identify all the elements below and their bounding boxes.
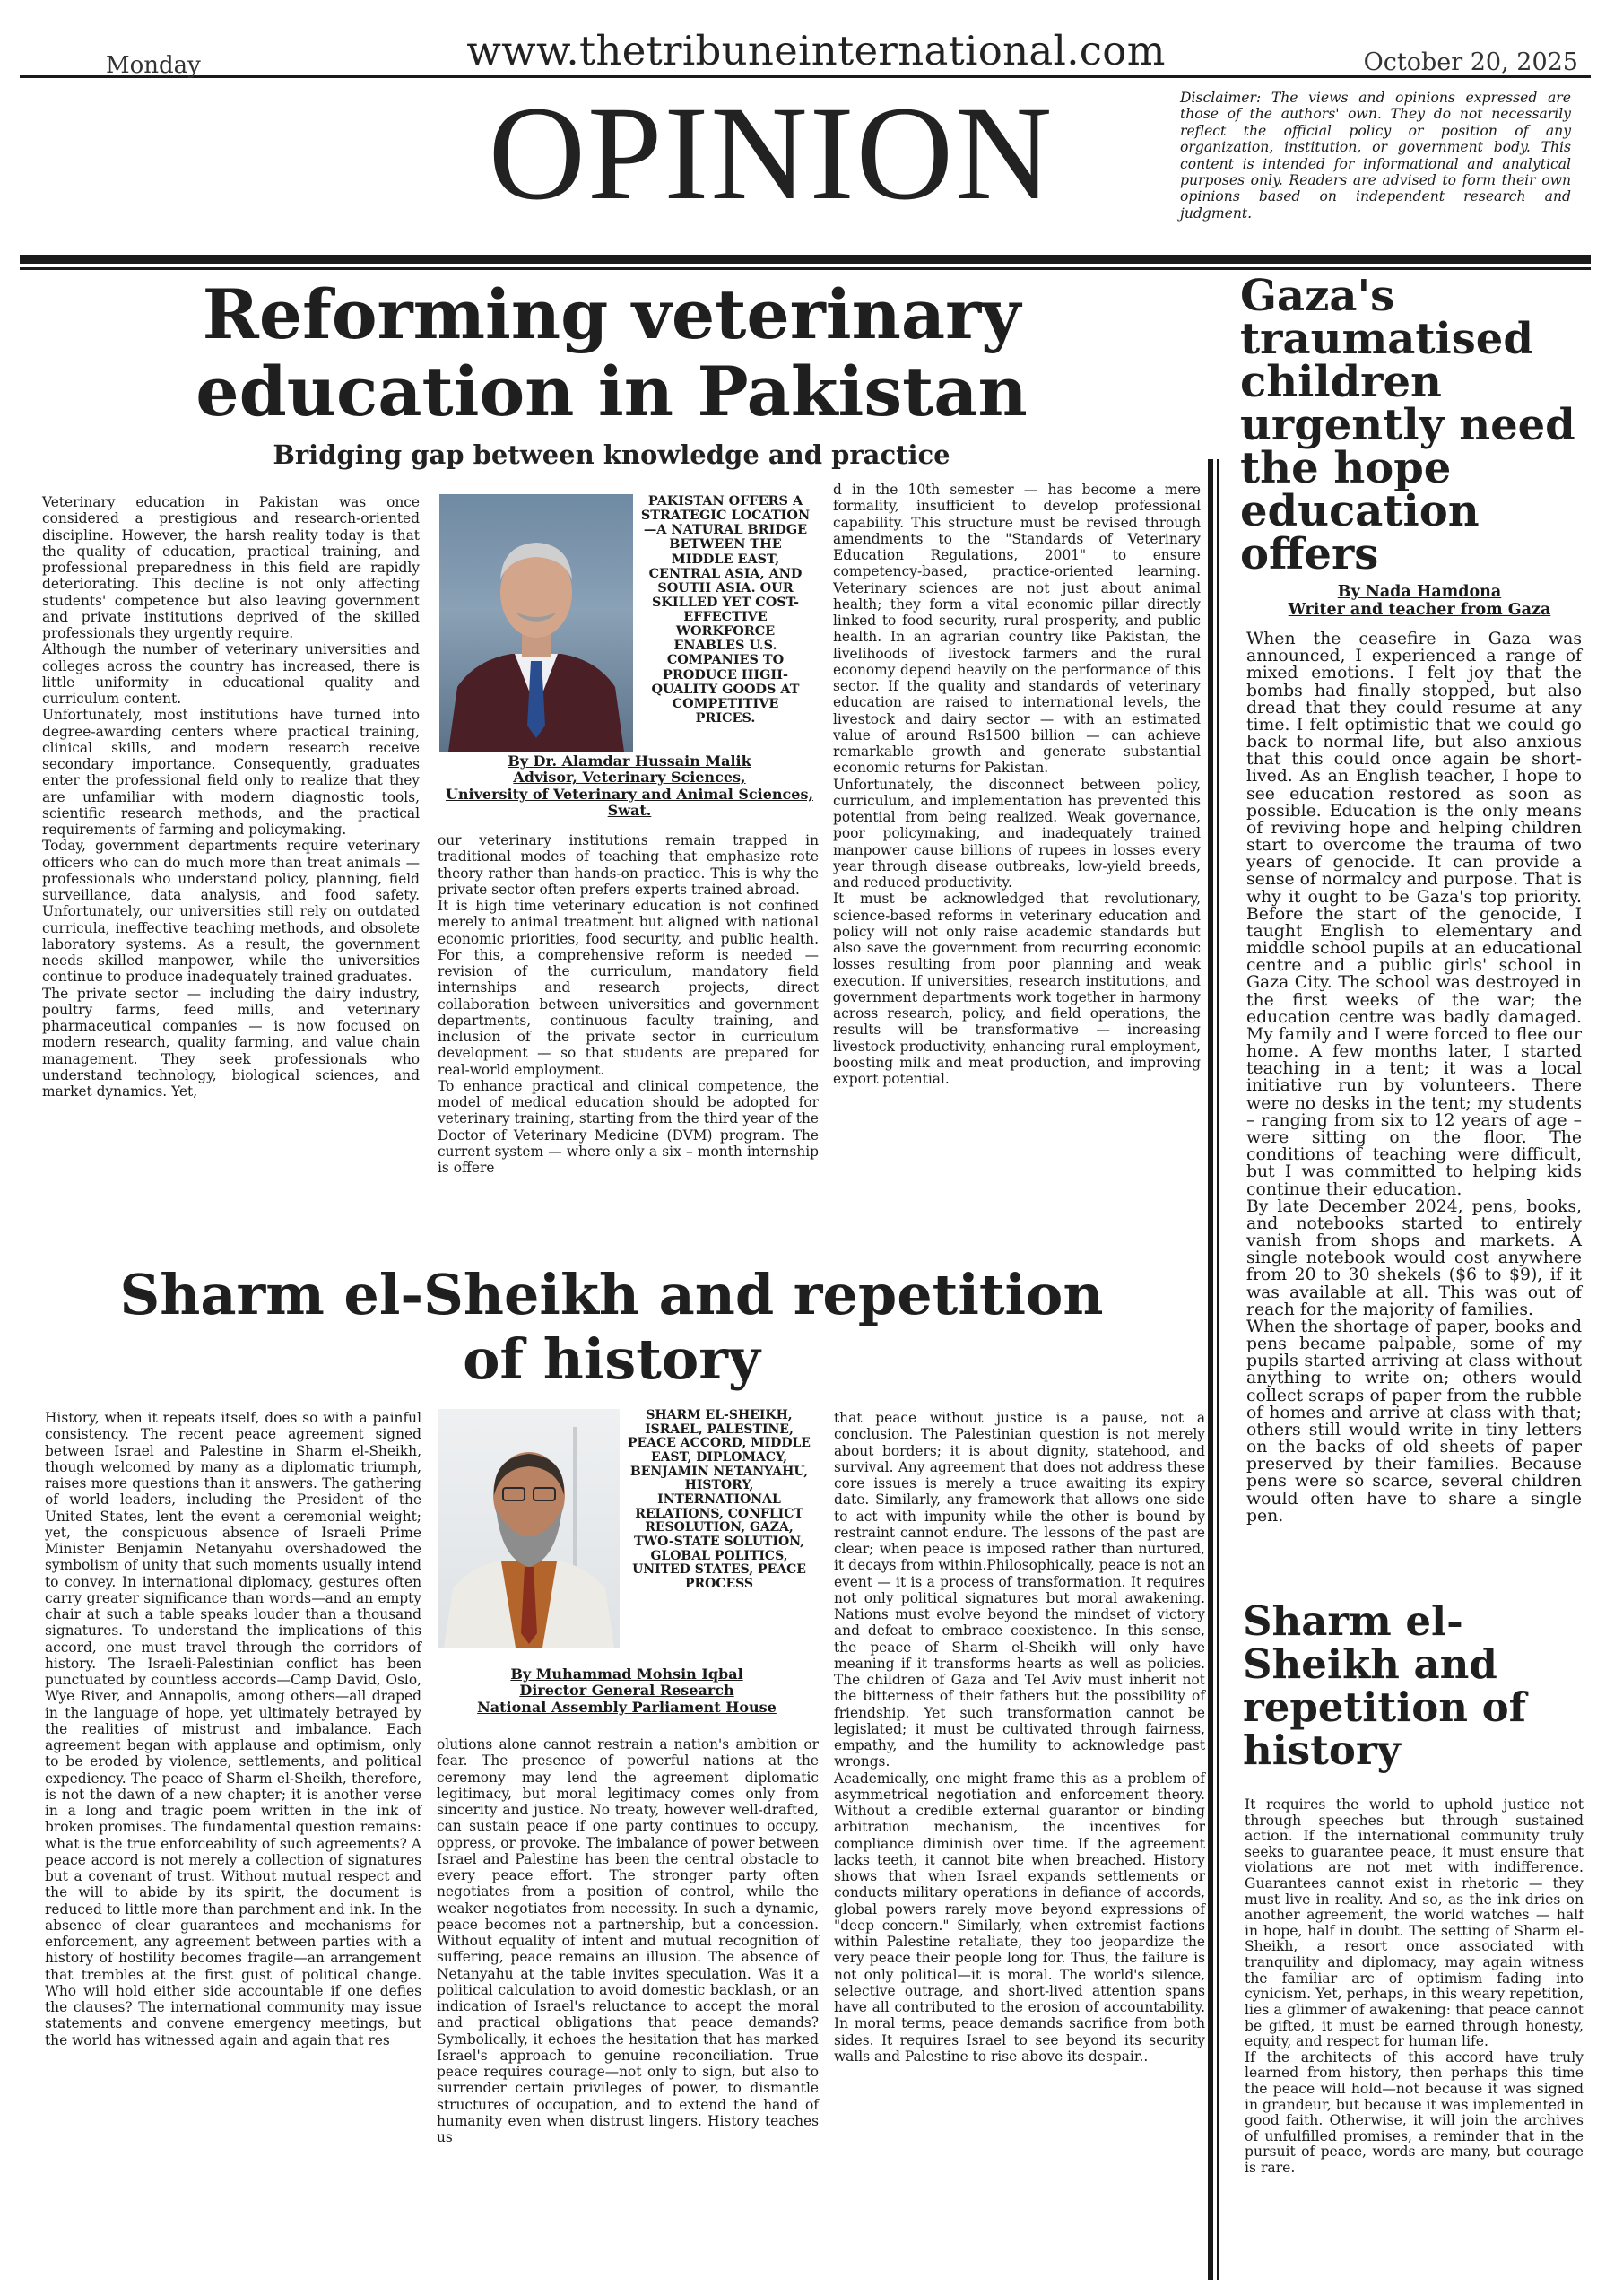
paragraph: Academically, one might frame this as a problem of asymmetrical negotiation and enforcement theory. Without a credible external guarantor or binding arbitration mechanism, the incentives for compliance diminish over time. If the agreement lacks teeth, it cannot bite when breached. History shows that when Israel expands settlements or conducts military operations in defiance of accords, global powers rarely move beyond expressions of "deep concern." Similarly, when extremist factions within Palestine retaliate, they too jeopardize the very peace their people long for. Thus, the failure is not only political—it is moral. The world's silence, selective outrage, and short-lived attention spans have all contributed to the erosion of accountability. In moral terms, peace demands sacrifice from both sides. It requires Israel to see beyond its security walls and Palestine to rise above its despair.. <box>834 1770 1205 2065</box>
paragraph: that peace without justice is a pause, not a conclusion. The Palestinian question is not merely about borders; it is about dignity, statehood, and survival. Any agreement that does not address these core issues is merely a truce awaiting its expiry date. Similarly, any framework that allows one side to act with impunity while the other is bound by restraint cannot endure. The lessons of the past are clear; when peace is imposed rather than nurtured, it decays from within.Philosophically, peace is not an event — it is a process of transformation. It requires not only political signatures but moral awakening. Nations must evolve beyond the mindset of victory and defeat to embrace coexistence. In this sense, the peace of Sharm el-Sheikh will only have meaning if it transforms hearts as well as policies. The children of Gaza and Tel Aviv must inherit not the bitterness of their fathers but the possibility of friendship. Yet such transformation cannot be legislated; it must be cultivated through fairness, empathy, and the humility to acknowledge past wrongs. <box>834 1410 1205 1770</box>
paragraph: History, when it repeats itself, does so with a painful consistency. The recent peace agreement signed between Israel and Palestine in Sharm el-Sheikh, though welcomed by many as a diplomatic triumph, raises more questions than it answers. The gathering of world leaders, including the President of the United States, lent the event a ceremonial weight; yet, the conspicuous absence of Israeli Prime Minister Benjamin Netanyahu overshadowed the symbolism of unity that such moments usually intend to convey. In international diplomacy, gestures often carry greater significance than words—and an empty chair at such a table speaks louder than a thousand signatures. To understand the implications of this accord, one must travel through the corridors of history. The Israeli-Palestinian conflict has been punctuated by countless accords—Camp David, Oslo, Wye River, and Annapolis, among others—all draped in the language of hope, yet ultimately betrayed by the realities of mistrust and imbalance. Each agreement began with applause and optimism, only to be eroded by violence, settlements, and political expediency. The peace of Sharm el-Sheikh, therefore, is not the dawn of a new chapter; it is another verse in a long and tragic poem written in the ink of broken promises. The fundamental question remains: what is the true enforceability of such agreements? A peace accord is not merely a collection of signatures but a covenant of trust. Without mutual respect and the will to abide by its spirit, the document is reduced to little more than parchment and ink. In the absence of clear guarantees and mechanisms for enforcement, any agreement between parties with a history of hostility becomes fragile—an arrangement that trembles at the first gust of political change. Who will hold either side accountable if one defies the clauses? The international community may issue statements and convene emergency meetings, but the world has witnessed again and again that res <box>45 1410 421 2048</box>
author-name: By Nada Hamdona <box>1337 583 1502 601</box>
masthead-date: October 20, 2025 <box>1363 48 1578 76</box>
section-title: OPINION <box>488 79 1055 228</box>
article2-tags: SHARM EL-SHEIKH, ISRAEL, PALESTINE, PEACE ACCORD, MIDDLE EAST, DIPLOMACY, BENJAMIN NETANYAHU, HISTORY, INTERNATIONAL RELATIONS, CONFLICT RESOLUTION, GAZA, TWO-STATE SOLUTION, GLOBAL POLITICS, UNITED STATES, PEACE PROCESS <box>628 1408 811 1592</box>
sidebar-divider-thin <box>1217 459 1219 2280</box>
paragraph: d in the 10th semester — has become a mere formality, insufficient to develop professional capability. This structure must be revised through amendments to the "Standards of Veterinary Education Regulations, 2001" to ensure competency-based, practice-oriented learning. Veterinary sciences are not just about animal health; they form a vital economic pillar directly linked to food security, rural prosperity, and public health. In an agrarian country like Pakistan, the livelihoods of livestock farmers and the rural economy depend heavily on the performance of this sector. If the quality and standards of veterinary education are raised to international levels, the livestock and dairy sector — with an estimated value of around Rs1500 billion — can achieve remarkable growth and generate substantial economic returns for Pakistan. <box>833 482 1201 777</box>
article1-title-line1: Reforming veterinary <box>202 274 1021 354</box>
author-photo-malik <box>439 494 633 752</box>
author-name: By Dr. Alamdar Hussain Malik <box>508 752 751 770</box>
article1-column-1 <box>42 494 420 1100</box>
masthead-bottom-rule-thin <box>20 267 1591 270</box>
article1-column-3 <box>833 482 1201 1087</box>
author-name: By Muhammad Mohsin Iqbal <box>510 1665 743 1683</box>
author-affiliation: National Assembly Parliament House <box>477 1698 777 1716</box>
sidebar2-body <box>1245 1797 1584 2177</box>
author-affiliation: University of Veterinary and Animal Sciences, Swat. <box>445 785 814 820</box>
paragraph: Unfortunately, most institutions have turned into degree-awarding centers where practical training, clinical skills, and modern research receive secondary importance. Consequently, graduates enter the professional field only to realize that they are unfamiliar with modern diagnostic tools, scientific research methods, and the practical requirements of farming and policymaking. <box>42 707 420 838</box>
author-role: Advisor, Veterinary Sciences, <box>513 769 746 787</box>
article2-title-line2: of history <box>463 1326 760 1392</box>
sidebar1-title[interactable]: Gaza's traumatised children urgently need the hope education offers <box>1240 271 1575 579</box>
sidebar1-body <box>1246 631 1582 1525</box>
article1-title-line2: education in Pakistan <box>195 352 1028 431</box>
paragraph: olutions alone cannot restrain a nation's ambition or fear. The presence of powerful nations at the ceremony may lend the agreement diplomatic legitimacy, but moral legitimacy comes only from sincerity and justice. No treaty, however well-drafted, can sustain peace if one party continues to occupy, oppress, or provoke. The imbalance of power between Israel and Palestine has been the central obstacle to every peace effort. The stronger party often negotiates from a position of control, while the weaker negotiates from necessity. In such a dynamic, peace becomes not a partnership, but a concession. Without equality of intent and mutual recognition of suffering, peace remains an illusion. The absence of Netanyahu at the table invites speculation. Was it a political calculation to avoid domestic backlash, or an indication of Israel's reluctance to accept the moral and practical obligations that peace demands? Symbolically, it echoes the hesitation that has marked Israel's approach to genuine reconciliation. True peace requires courage—not only to sign, but also to surrender certain privileges of power, to dismantle structures of occupation, and to extend the hand of humanity even when distrust lingers. History teaches us <box>437 1736 819 2145</box>
paragraph: If the architects of this accord have truly learned from history, then perhaps this time the peace will hold—not because it was signed in grandeur, but because it was implemented in good faith. Otherwise, it will join the archives of unfulfilled promises, a reminder that in the pursuit of peace, words are many, but courage is rare. <box>1245 2048 1584 2177</box>
article2-column-3 <box>834 1410 1205 2065</box>
masthead-website[interactable]: www.thetribuneinternational.com <box>466 27 1166 74</box>
paragraph: Veterinary education in Pakistan was once considered a prestigious and research-oriented discipline. However, the harsh reality today is that the quality of education, practical training, and professional preparedness in this field are rapidly deteriorating. This decline is not only affecting students' competence but also leaving government and private institutions deprived of the skilled professionals they urgently require. <box>42 494 420 641</box>
article1-title[interactable] <box>20 276 1203 430</box>
paragraph: By late December 2024, pens, books, and notebooks started to entirely vanish from shops and markets. A single notebook would cost anywhere from 20 to 30 shekels ($6 to $9), if it was available at all. This was out of reach for the majority of families. <box>1246 1196 1582 1319</box>
article1-byline[interactable] <box>441 753 818 820</box>
masthead-day: Monday <box>106 52 201 79</box>
article2-title[interactable] <box>20 1263 1203 1392</box>
paragraph: Unfortunately, the disconnect between policy, curriculum, and implementation has prevented this potential from being realized. Weak governance, poor policymaking, and inadequately trained manpower cause billions of rupees in losses every year through disease outbreaks, low-yield breeds, and reduced productivity. <box>833 776 1201 891</box>
portrait-image <box>438 1409 620 1648</box>
sidebar-divider-thick <box>1208 459 1213 2280</box>
paragraph: our veterinary institutions remain trapped in traditional modes of teaching that emphasize rote theory rather than hands-on practice. This is why the private sector often prefers experts trained abroad. <box>438 832 819 898</box>
paragraph: It is high time veterinary education is not confined merely to animal treatment but aligned with national economic priorities, food security, and public health. For this, a comprehensive reform is needed — revision of the curriculum, mandatory field internships and research projects, direct collaboration between universities and government departments, continuous faculty training, and inclusion of the private sector in curriculum development — so that students are prepared for real-world employment. <box>438 898 819 1078</box>
paragraph: When the ceasefire in Gaza was announced, I experienced a range of mixed emotions. I felt joy that the bombs had finally stopped, but also dread that they could resume at any time. I felt optimistic that we could go back to normal life, but also anxious that this could once again be short-lived. As an English teacher, I hope to see education restored as soon as possible. Education is the only means of reviving hope and helping children start to overcome the trauma of two years of genocide. It can provide a sense of normalcy and purpose. That is why it ought to be Gaza's top priority. Before the start of the genocide, I taught English to elementary and middle school pupils at an educational centre and a public girls' school in Gaza City. The school was destroyed in the first weeks of the war; the education centre was badly damaged. My family and I were forced to flee our home. A few months later, I started teaching in a tent; it was a local initiative run by volunteers. There were no desks in the tent; my students – ranging from six to 12 years of age – were sitting on the floor. The conditions of teaching were difficult, but I was committed to helping kids continue their education. <box>1246 630 1582 1199</box>
article1-subtitle: Bridging gap between knowledge and practice <box>273 439 950 470</box>
sidebar2-title[interactable]: Sharm el-Sheikh and repetition of history <box>1243 1597 1526 1774</box>
article2-byline[interactable] <box>438 1666 815 1716</box>
article2-column-1 <box>45 1410 421 2048</box>
article1-pullquote: PAKISTAN OFFERS A STRATEGIC LOCATION—A NATURAL BRIDGE BETWEEN THE MIDDLE EAST, CENTRAL ASIA, AND SOUTH ASIA. OUR SKILLED YET COST-EFFECTIVE WORKFORCE ENABLES U.S. COMPANIES TO PRODUCE HIGH-QUALITY GOODS AT COMPETITIVE PRICES. <box>640 493 811 726</box>
paragraph: Today, government departments require veterinary officers who can do much more than treat animals — professionals who understand policy, planning, field surveillance, data analysis, and food safety. Unfortunately, our universities still rely on outdated curricula, ineffective teaching methods, and obsolete laboratory systems. As a result, the government needs skilled manpower, while the universities continue to produce inadequately trained graduates. <box>42 838 420 986</box>
author-role: Writer and teacher from Gaza <box>1288 601 1551 620</box>
paragraph: When the shortage of paper, books and pens became palpable, some of my pupils started arriving at class without anything to write on; others would collect scraps of paper from the rubble of homes and arrive at class with that; others still would write in tiny letters on the backs of old sheets of paper preserved by their families. Because pens were so scarce, several children would often have to share a single pen. <box>1246 1317 1582 1526</box>
paragraph: It requires the world to uphold justice not through speeches but through sustained action. If the international community truly seeks to guarantee peace, it must ensure that violations are not met with indifference. Guarantees cannot exist in rhetoric — they must live in reality. And so, as the ink dries on another agreement, the world watches — half in hope, half in doubt. The setting of Sharm el-Sheikh, a resort once associated with tranquility and diplomacy, may again witness the familiar arc of optimism fading into cynicism. Yet, perhaps, in this weary repetition, lies a glimmer of awakening: that peace cannot be gifted, it must be earned through honesty, equity, and respect for human life. <box>1245 1796 1584 2050</box>
paragraph: It must be acknowledged that revolutionary, science-based reforms in veterinary education and policy will not only raise academic standards but also save the government from recurring economic losses resulting from poor planning and weak execution. If universities, research institutions, and government departments work together in harmony across research, policy, and field operations, the results will be transformative — increasing livestock productivity, enhancing rural employment, boosting milk and meat production, and improving export potential. <box>833 891 1201 1087</box>
paragraph: Although the number of veterinary universities and colleges across the country has increased, there is little uniformity in educational quality and curriculum content. <box>42 641 420 707</box>
paragraph: The private sector — including the dairy industry, poultry farms, feed mills, and veterinary pharmaceutical companies — is now focused on modern research, quality farming, and value chain management. They seek professionals who understand technology, biological sciences, and market dynamics. Yet, <box>42 985 420 1100</box>
article1-column-2 <box>438 832 819 1176</box>
paragraph: To enhance practical and clinical competence, the model of medical education should be adopted for veterinary training, starting from the third year of the Doctor of Veterinary Medicine (DVM) program. The current system — where only a six – month internship is offere <box>438 1077 819 1176</box>
article2-title-line1: Sharm el-Sheikh and repetition <box>119 1262 1104 1327</box>
author-photo-iqbal <box>438 1409 620 1648</box>
sidebar1-byline[interactable] <box>1240 583 1599 619</box>
author-role: Director General Research <box>519 1682 734 1700</box>
article2-column-2 <box>437 1736 819 2145</box>
portrait-image <box>439 494 633 752</box>
masthead-bottom-rule-thick <box>20 255 1591 264</box>
disclaimer: Disclaimer: The views and opinions expressed are those of the authors' own. They do not necessarily reflect the official policy or position of any organization, institution, or government body. This content is intended for informational and analytical purposes only. Readers are advised to form their own opinions based on independent research and judgment. <box>1180 90 1571 222</box>
